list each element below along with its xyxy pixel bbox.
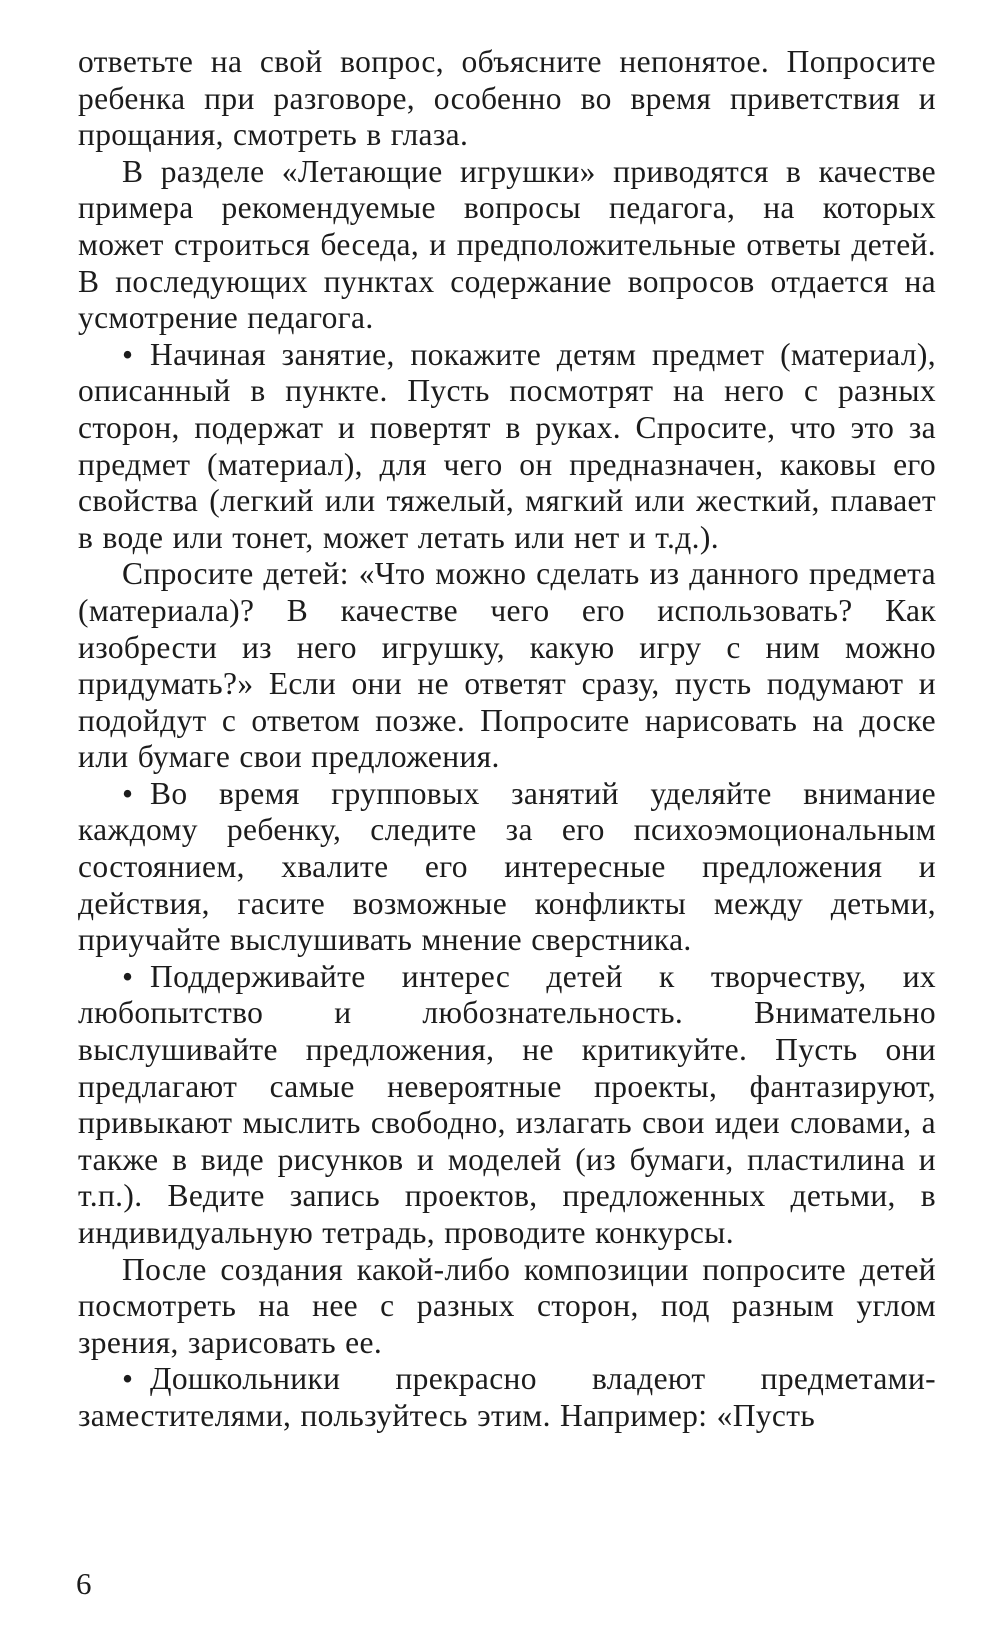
bullet-marker: • [122, 958, 134, 994]
bullet-paragraph-group-lessons [78, 776, 936, 959]
paragraph-flying-toys: В разделе «Летающие игрушки» приводятся в качестве примера рекомендуемые вопросы педагога, на которых может строиться беседа, и предположительные ответы детей. В последующих пунктах содержание вопросов отдается на усмотрение педагога. [78, 153, 936, 336]
page-number: 6 [76, 1566, 92, 1601]
bullet-text: Во время групповых занятий уделяйте внимание каждому ребенку, следите за его психоэмоциональным состоянием, хвалите его интересные предложения и действия, гасите возможные конфликты между детьми, приучайте выслушивать мнение сверстника. [78, 775, 936, 958]
page-body [78, 44, 936, 1435]
bullet-marker: • [122, 775, 134, 811]
bullet-paragraph-start-lesson [78, 337, 936, 557]
bullet-marker: • [122, 1361, 134, 1397]
bullet-paragraph-support-interest [78, 959, 936, 1252]
bullet-text: Поддерживайте интерес детей к творчеству, их любопытство и любознательность. Внимательно выслушивайте предложения, не критикуйте. Пусть они предлагают самые невероятные проекты, фантазируют, привыкают мыслить свободно, излагать свои идеи словами, а также в виде рисунков и моделей (из бумаги, пластилина и т.п.). Ведите запись проектов, предложенных детьми, в индивидуальную тетрадь, проводите конкурсы. [78, 958, 936, 1250]
bullet-text: Дошкольники прекрасно владеют предметами-заместителями, пользуйтесь этим. Например: «Пусть [78, 1361, 936, 1433]
bullet-text: Начиная занятие, покажите детям предмет (материал), описанный в пункте. Пусть посмотрят на него с разных сторон, подержат и повертят в руках. Спросите, что это за предмет (материал), для чего он предназначен, каковы его свойства (легкий или тяжелый, мягкий или жесткий, плавает в воде или тонет, может летать или нет и т.д.). [78, 336, 936, 555]
paragraph-ask-children: Спросите детей: «Что можно сделать из данного предмета (материала)? В качестве чего его использовать? Как изобрести из него игрушку, какую игру с ним можно придумать?» Если они не ответят сразу, пусть подумают и подойдут с ответом позже. Попросите нарисовать на доске или бумаге свои предложения. [78, 556, 936, 775]
paragraph-after-composition: После создания какой-либо композиции попросите детей посмотреть на нее с разных сторон, под разным углом зрения, зарисовать ее. [78, 1251, 936, 1360]
bullet-paragraph-preschoolers [78, 1361, 936, 1434]
bullet-marker: • [122, 336, 134, 372]
paragraph-continuation: ответьте на свой вопрос, объясните непонятое. Попросите ребенка при разговоре, особенно во время приветствия и прощания, смотреть в глаза. [78, 44, 936, 153]
